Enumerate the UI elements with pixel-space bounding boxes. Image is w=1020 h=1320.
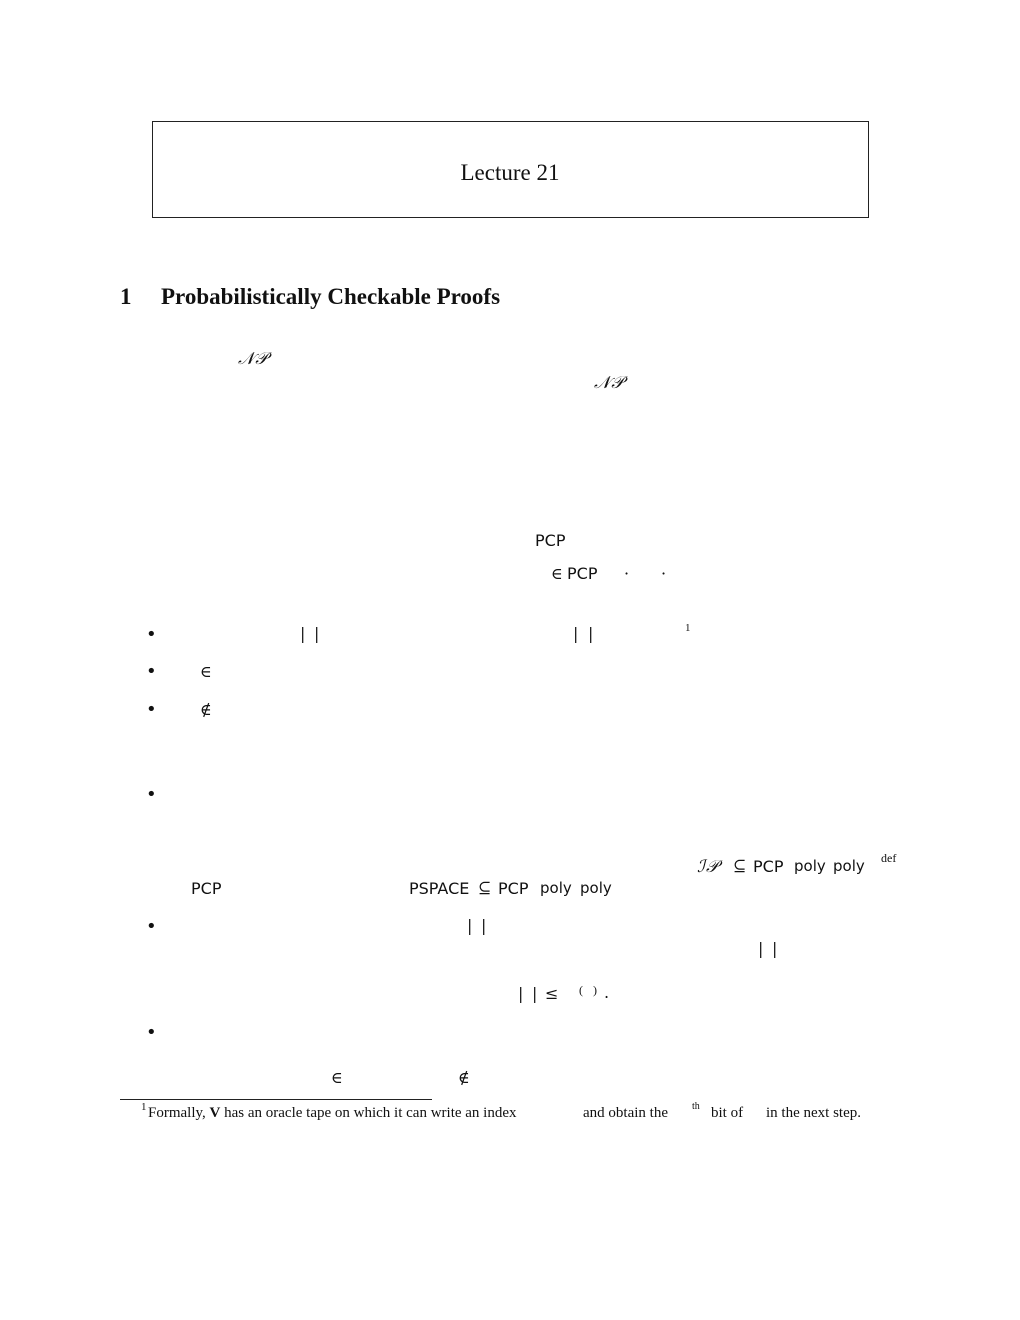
period: . — [604, 983, 610, 1002]
def-label: def — [881, 851, 897, 865]
footnote-number: 1 — [141, 1101, 147, 1113]
dot-separator: · — [624, 564, 630, 583]
abs-bar: | — [481, 916, 487, 935]
pcp-label-5: PCP — [498, 879, 529, 898]
abs-bar: | — [772, 939, 778, 958]
pcp-label-3: PCP — [753, 857, 784, 876]
footnote-th: th — [692, 1101, 700, 1112]
element-of-symbol: ∈ — [331, 1068, 343, 1087]
footnote-mark: 1 — [685, 622, 691, 634]
paren-right: ) — [593, 983, 597, 997]
pspace-label: PSPACE — [409, 879, 470, 898]
bullet-4: • — [146, 784, 157, 805]
abs-bar: | — [300, 624, 306, 643]
bullet-2: • — [146, 661, 157, 682]
abs-bar: | — [588, 624, 594, 643]
section-title: Probabilistically Checkable Proofs — [161, 284, 501, 309]
footnote-v: V — [209, 1105, 221, 1121]
poly-label: poly — [580, 879, 612, 897]
footnote-rule — [120, 1099, 432, 1100]
footnote-oracle: has an oracle tape on which it can write an index — [220, 1105, 517, 1121]
subseteq-symbol: ⊆ — [733, 856, 747, 875]
pcp-label: PCP — [535, 531, 566, 550]
footnote-end: in the next step. — [766, 1105, 861, 1121]
dot-separator: · — [661, 564, 667, 583]
bullet-3: • — [146, 699, 157, 720]
paren-left: ( — [579, 983, 583, 997]
pcp-label-2: PCP — [567, 564, 598, 583]
leq-symbol: ≤ — [545, 984, 559, 1003]
section-number: 1 — [120, 284, 132, 309]
bullet-6: • — [146, 1022, 157, 1043]
footnote-formally: Formally, — [148, 1105, 210, 1121]
np-class-2: 𝒩𝒫 — [594, 373, 625, 393]
pcp-label-4: PCP — [191, 879, 222, 898]
abs-bar: | — [314, 624, 320, 643]
lecture-title: Lecture 21 — [460, 160, 560, 185]
poly-label: poly — [540, 879, 572, 897]
abs-bar: | — [758, 939, 764, 958]
abs-bar: | — [532, 984, 538, 1003]
footnote-obtain: and obtain the — [583, 1105, 668, 1121]
not-element-of-symbol: ∉ — [200, 700, 212, 719]
not-element-of-symbol: ∉ — [458, 1068, 470, 1087]
element-of-symbol: ∈ — [200, 662, 212, 681]
element-of-symbol: ∈ — [551, 564, 563, 583]
abs-bar: | — [573, 624, 579, 643]
poly-label: poly — [833, 857, 865, 875]
abs-bar: | — [467, 916, 473, 935]
poly-label: poly — [794, 857, 826, 875]
subseteq-symbol: ⊆ — [478, 878, 492, 897]
ip-class: ℐ𝒫 — [697, 857, 720, 877]
abs-bar: | — [518, 984, 524, 1003]
np-class-1: 𝒩𝒫 — [238, 349, 269, 369]
footnote-text — [148, 1106, 517, 1121]
bullet-5: • — [146, 916, 157, 937]
footnote-bit: bit of — [711, 1105, 744, 1121]
bullet-1: • — [146, 624, 157, 645]
